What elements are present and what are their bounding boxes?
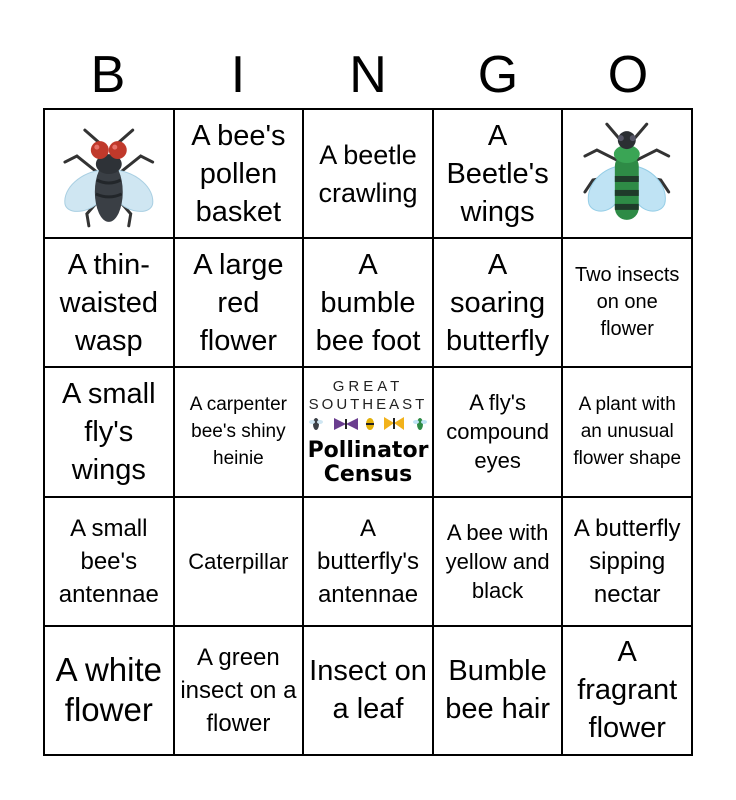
bingo-cell[interactable]: Caterpillar	[174, 497, 304, 626]
bingo-cell[interactable]: A thin-waisted wasp	[44, 238, 174, 367]
bingo-cell[interactable]: Bumble bee hair	[433, 626, 563, 755]
bingo-cell-green-fly[interactable]	[562, 109, 692, 238]
header-letter-n: N	[349, 46, 387, 104]
pollinator-icons	[306, 414, 430, 439]
bingo-cell[interactable]: A Beetle's wings	[433, 109, 563, 238]
header-letter-o: O	[607, 46, 649, 104]
bingo-cell[interactable]: A fragrant flower	[562, 626, 692, 755]
header-letter-b: B	[90, 46, 126, 104]
bingo-header	[43, 42, 693, 108]
bingo-cell[interactable]: A soaring butterfly	[433, 238, 563, 367]
green-fly-icon	[563, 110, 691, 238]
bingo-cell[interactable]: A beetle crawling	[303, 109, 433, 238]
bingo-cell[interactable]: A plant with an unusual flower shape	[562, 367, 692, 496]
bingo-cell[interactable]: A small bee's antennae	[44, 497, 174, 626]
bingo-cell[interactable]: A large red flower	[174, 238, 304, 367]
bingo-cell[interactable]: A butterfly's antennae	[303, 497, 433, 626]
bingo-board	[43, 108, 693, 756]
bingo-cell[interactable]: A butterfly sipping nectar	[562, 497, 692, 626]
bingo-free-space[interactable]	[303, 367, 433, 496]
bingo-cell[interactable]: A carpenter bee's shiny heinie	[174, 367, 304, 496]
bingo-cell[interactable]: A bee's pollen basket	[174, 109, 304, 238]
bingo-cell[interactable]: A white flower	[44, 626, 174, 755]
bingo-cell[interactable]: A bee with yellow and black	[433, 497, 563, 626]
bingo-cell[interactable]: A green insect on a flower	[174, 626, 304, 755]
housefly-icon	[45, 110, 173, 238]
bingo-cell-housefly[interactable]	[44, 109, 174, 238]
bingo-cell[interactable]: Insect on a leaf	[303, 626, 433, 755]
header-letter-i: I	[230, 46, 246, 104]
logo-great: GREAT	[332, 378, 404, 396]
logo-southeast: SOUTHEAST	[308, 396, 428, 414]
bingo-cell[interactable]: A fly's compound eyes	[433, 367, 563, 496]
logo-census: Census	[323, 462, 413, 488]
bingo-cell[interactable]: A small fly's wings	[44, 367, 174, 496]
pollinator-row-icon	[306, 414, 430, 432]
bingo-cell[interactable]: A bumble bee foot	[303, 238, 433, 367]
logo-pollinator: Pollinator	[307, 438, 429, 464]
bingo-cell[interactable]: Two insects on one flower	[562, 238, 692, 367]
header-letter-g: G	[477, 46, 519, 104]
